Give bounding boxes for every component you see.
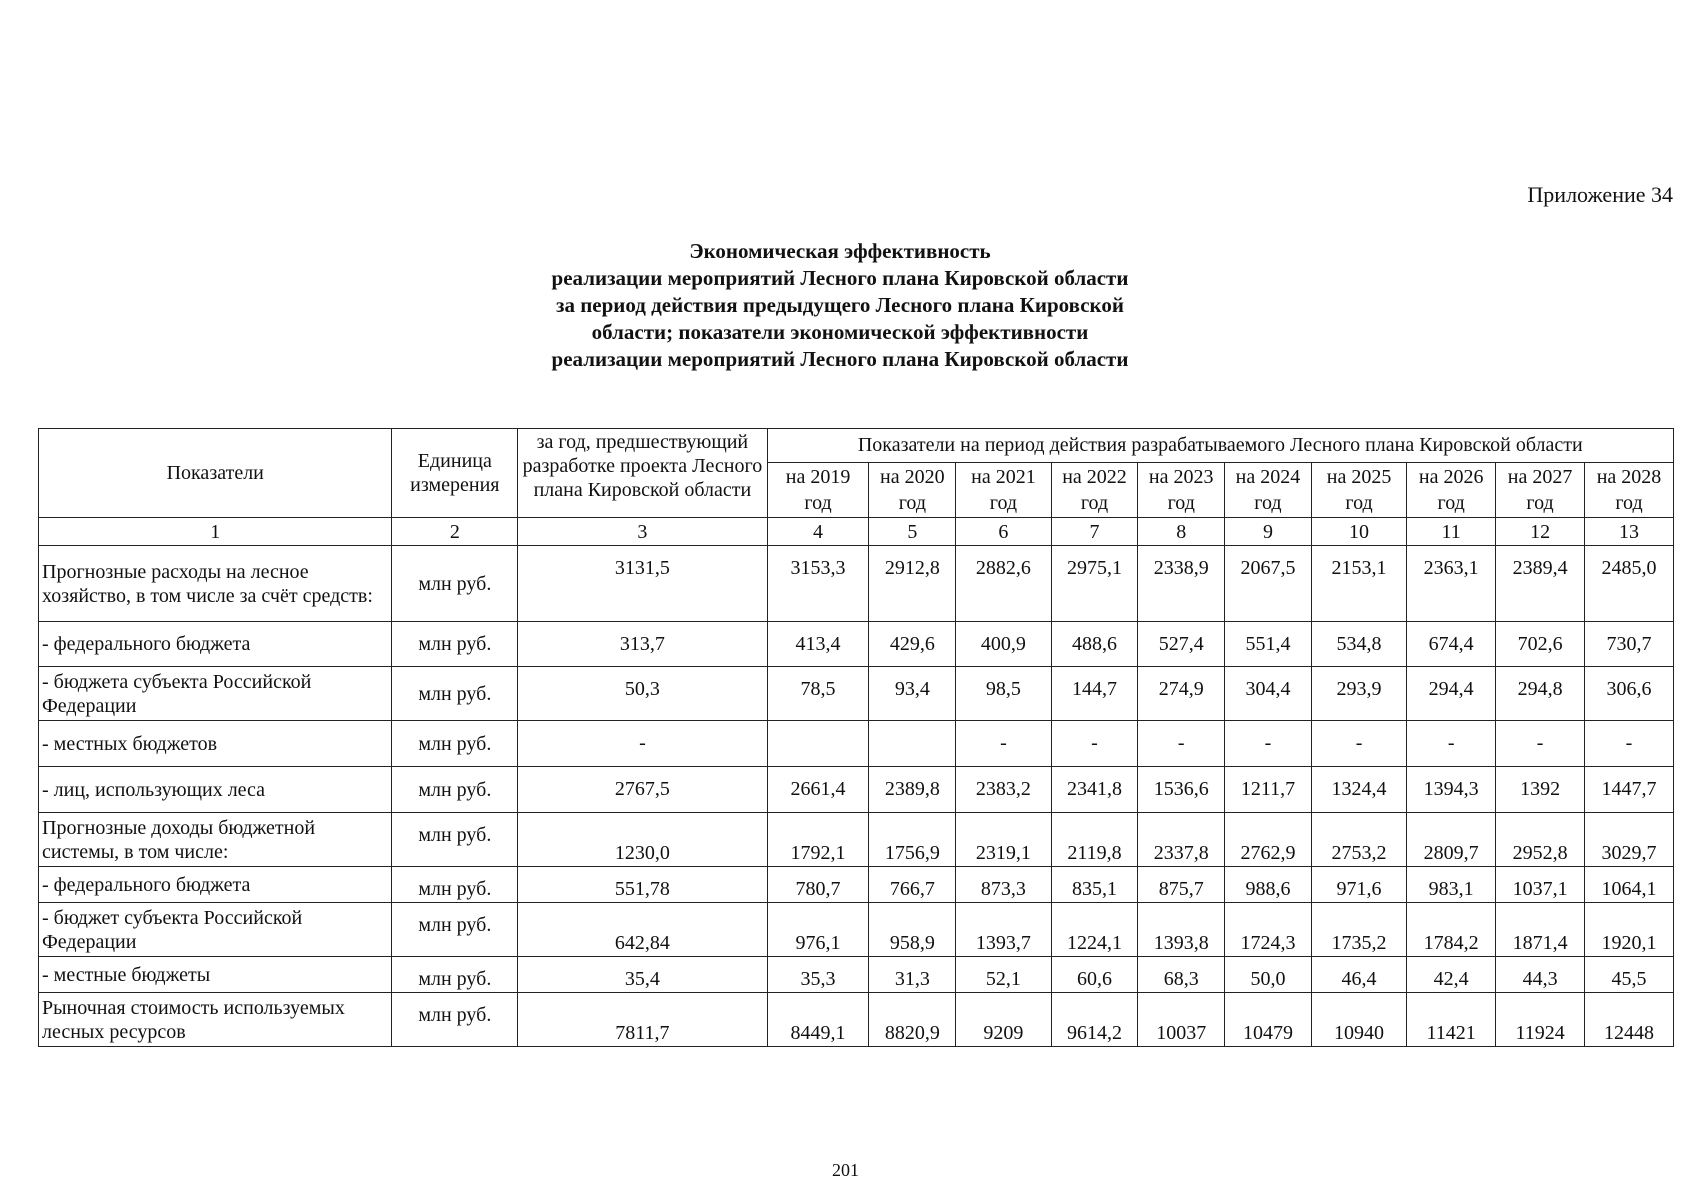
row-year-value: 1224,1 xyxy=(1051,903,1138,957)
row-year-value: 10037 xyxy=(1138,993,1225,1047)
row-year-value: 35,3 xyxy=(767,957,869,993)
row-year-value: 488,6 xyxy=(1051,622,1138,667)
table-row xyxy=(39,957,1674,993)
document-title xyxy=(430,238,1250,373)
row-year-value: 274,9 xyxy=(1138,667,1225,721)
row-year-value: 2383,2 xyxy=(956,767,1051,813)
table-row xyxy=(39,667,1674,721)
row-label: - бюджет субъекта Российской Федерации xyxy=(39,903,392,957)
row-prev-value: 2767,5 xyxy=(518,767,767,813)
row-year-value: 835,1 xyxy=(1051,867,1138,903)
row-year-value: 988,6 xyxy=(1225,867,1312,903)
row-year-value: 983,1 xyxy=(1407,867,1496,903)
row-year-value: 1392 xyxy=(1496,767,1585,813)
row-prev-value: 551,78 xyxy=(518,867,767,903)
row-year-value: 1920,1 xyxy=(1585,903,1674,957)
row-label: Прогнозные доходы бюджетной системы, в том числе: xyxy=(39,813,392,867)
row-year-value: 1324,4 xyxy=(1311,767,1406,813)
row-year-value: 304,4 xyxy=(1225,667,1312,721)
row-year-value: 2762,9 xyxy=(1225,813,1312,867)
header-year-7 xyxy=(1407,463,1496,518)
column-number: 3 xyxy=(518,518,767,546)
row-year-value: 1871,4 xyxy=(1496,903,1585,957)
header-year-2 xyxy=(956,463,1051,518)
row-year-value: 400,9 xyxy=(956,622,1051,667)
header-period-group: Показатели на период действия разрабатываемого Лесного плана Кировской области xyxy=(767,429,1673,463)
row-year-value: 527,4 xyxy=(1138,622,1225,667)
row-label: Прогнозные расходы на лесное хозяйство, в том числе за счёт средств: xyxy=(39,546,392,622)
row-year-value: 60,6 xyxy=(1051,957,1138,993)
column-number: 2 xyxy=(392,518,518,546)
row-year-value: 45,5 xyxy=(1585,957,1674,993)
row-year-value: 42,4 xyxy=(1407,957,1496,993)
row-year-value: 2389,4 xyxy=(1496,546,1585,622)
row-year-value: - xyxy=(956,721,1051,767)
header-year-label: на 2022 xyxy=(1062,466,1127,488)
row-year-value: 2153,1 xyxy=(1311,546,1406,622)
row-unit: млн руб. xyxy=(392,993,518,1047)
row-year-value: 551,4 xyxy=(1225,622,1312,667)
row-year-value: 429,6 xyxy=(869,622,956,667)
header-year-4 xyxy=(1138,463,1225,518)
row-label: - федерального бюджета xyxy=(39,867,392,903)
row-year-value: 1211,7 xyxy=(1225,767,1312,813)
row-unit: млн руб. xyxy=(392,957,518,993)
row-year-value: 2363,1 xyxy=(1407,546,1496,622)
header-year-suffix: год xyxy=(989,492,1018,514)
header-year-suffix: год xyxy=(1254,492,1282,514)
title-line: Экономическая эффективность xyxy=(689,239,991,263)
table-row xyxy=(39,813,1674,867)
row-year-value: 44,3 xyxy=(1496,957,1585,993)
row-year-value: 144,7 xyxy=(1051,667,1138,721)
row-year-value: 10479 xyxy=(1225,993,1312,1047)
row-label: - федерального бюджета xyxy=(39,622,392,667)
row-year-value: 293,9 xyxy=(1311,667,1406,721)
header-year-label: на 2028 xyxy=(1596,466,1662,488)
row-prev-value: 7811,7 xyxy=(518,993,767,1047)
row-year-value: 12448 xyxy=(1585,993,1674,1047)
header-year-label: на 2027 xyxy=(1507,466,1573,488)
row-year-value: 1784,2 xyxy=(1407,903,1496,957)
column-number: 8 xyxy=(1138,518,1225,546)
row-year-value: 9209 xyxy=(956,993,1051,1047)
page-number: 201 xyxy=(832,1160,859,1180)
row-prev-value: 50,3 xyxy=(518,667,767,721)
header-year-9 xyxy=(1585,463,1674,518)
row-year-value: 2882,6 xyxy=(956,546,1051,622)
table-row xyxy=(39,622,1674,667)
row-year-value: 1394,3 xyxy=(1407,767,1496,813)
row-year-value: 730,7 xyxy=(1585,622,1674,667)
header-year-label: на 2020 xyxy=(880,466,945,488)
title-line: реализации мероприятий Лесного плана Кировской области xyxy=(551,266,1129,290)
row-unit: млн руб. xyxy=(392,813,518,867)
row-year-value: 958,9 xyxy=(869,903,956,957)
header-unit: Единица измерения xyxy=(392,429,518,518)
header-year-6 xyxy=(1311,463,1406,518)
row-year-value: 68,3 xyxy=(1138,957,1225,993)
row-year-value: - xyxy=(1407,721,1496,767)
row-year-value: 8449,1 xyxy=(767,993,869,1047)
efficiency-table xyxy=(38,428,1674,1047)
row-year-value: - xyxy=(1051,721,1138,767)
appendix-label: Приложение 34 xyxy=(1527,182,1673,207)
row-label: - местных бюджетов xyxy=(39,721,392,767)
row-year-value: - xyxy=(1311,721,1406,767)
row-prev-value: 313,7 xyxy=(518,622,767,667)
row-year-value: - xyxy=(1496,721,1585,767)
row-label: Рыночная стоимость используемых лесных ресурсов xyxy=(39,993,392,1047)
row-year-value: 8820,9 xyxy=(869,993,956,1047)
row-unit: млн руб. xyxy=(392,867,518,903)
row-year-value: - xyxy=(1138,721,1225,767)
row-year-value: 2753,2 xyxy=(1311,813,1406,867)
row-unit: млн руб. xyxy=(392,667,518,721)
row-label: - лиц, использующих леса xyxy=(39,767,392,813)
header-year-label: на 2025 xyxy=(1326,466,1392,488)
row-year-value: 93,4 xyxy=(869,667,956,721)
row-year-value: 875,7 xyxy=(1138,867,1225,903)
row-unit: млн руб. xyxy=(392,622,518,667)
column-number: 11 xyxy=(1407,518,1496,546)
row-prev-value: 1230,0 xyxy=(518,813,767,867)
column-number: 5 xyxy=(869,518,956,546)
table-row xyxy=(39,767,1674,813)
column-number: 9 xyxy=(1225,518,1312,546)
row-year-value: 31,3 xyxy=(869,957,956,993)
row-year-value: 1037,1 xyxy=(1496,867,1585,903)
header-year-label: на 2024 xyxy=(1235,466,1301,488)
row-year-value: 1393,7 xyxy=(956,903,1051,957)
column-number: 12 xyxy=(1496,518,1585,546)
row-year-value: 766,7 xyxy=(869,867,956,903)
row-year-value: 11924 xyxy=(1496,993,1585,1047)
header-year-3 xyxy=(1051,463,1138,518)
header-year-suffix: год xyxy=(804,492,832,514)
row-year-value: 2975,1 xyxy=(1051,546,1138,622)
row-unit: млн руб. xyxy=(392,546,518,622)
row-year-value: 780,7 xyxy=(767,867,869,903)
row-year-value: 46,4 xyxy=(1311,957,1406,993)
row-year-value: 9614,2 xyxy=(1051,993,1138,1047)
row-year-value: - xyxy=(1225,721,1312,767)
header-prev-year: за год, предшествующий разработке проекта Лесного плана Кировской области xyxy=(518,429,767,518)
title-line: за период действия предыдущего Лесного плана Кировской xyxy=(556,293,1124,317)
table-row xyxy=(39,993,1674,1047)
row-year-value: 2337,8 xyxy=(1138,813,1225,867)
row-prev-value: - xyxy=(518,721,767,767)
column-number: 6 xyxy=(956,518,1051,546)
row-year-value: 2341,8 xyxy=(1051,767,1138,813)
header-year-label: на 2019 xyxy=(785,466,851,488)
header-year-5 xyxy=(1225,463,1312,518)
header-year-1 xyxy=(869,463,956,518)
row-year-value: 306,6 xyxy=(1585,667,1674,721)
row-year-value: 1447,7 xyxy=(1585,767,1674,813)
row-year-value: 2912,8 xyxy=(869,546,956,622)
row-year-value: 1064,1 xyxy=(1585,867,1674,903)
header-indicator: Показатели xyxy=(39,429,392,518)
row-unit: млн руб. xyxy=(392,903,518,957)
title-line: области; показатели экономической эффективности xyxy=(591,320,1089,344)
row-unit: млн руб. xyxy=(392,721,518,767)
row-label: - бюджета субъекта Российской Федерации xyxy=(39,667,392,721)
row-year-value: 1756,9 xyxy=(869,813,956,867)
row-year-value: 10940 xyxy=(1311,993,1406,1047)
table-row xyxy=(39,903,1674,957)
row-year-value: 2809,7 xyxy=(1407,813,1496,867)
row-year-value: 3153,3 xyxy=(767,546,869,622)
row-year-value: 702,6 xyxy=(1496,622,1585,667)
table-row xyxy=(39,546,1674,622)
row-year-value: 2119,8 xyxy=(1051,813,1138,867)
row-year-value: 78,5 xyxy=(767,667,869,721)
header-year-suffix: год xyxy=(1526,492,1554,514)
header-year-suffix: год xyxy=(1167,492,1195,514)
header-year-suffix: год xyxy=(898,492,926,514)
row-year-value: 294,4 xyxy=(1407,667,1496,721)
row-year-value: 3029,7 xyxy=(1585,813,1674,867)
row-year-value: 971,6 xyxy=(1311,867,1406,903)
row-prev-value: 3131,5 xyxy=(518,546,767,622)
row-year-value: 2389,8 xyxy=(869,767,956,813)
table-row xyxy=(39,721,1674,767)
row-year-value: 413,4 xyxy=(767,622,869,667)
row-year-value: 294,8 xyxy=(1496,667,1585,721)
header-year-suffix: год xyxy=(1080,492,1109,514)
header-year-0 xyxy=(767,463,869,518)
row-year-value: 52,1 xyxy=(956,957,1051,993)
column-number: 7 xyxy=(1051,518,1138,546)
row-prev-value: 642,84 xyxy=(518,903,767,957)
header-year-suffix: год xyxy=(1437,492,1465,514)
row-year-value: 1735,2 xyxy=(1311,903,1406,957)
row-year-value xyxy=(767,721,869,767)
row-year-value: 50,0 xyxy=(1225,957,1312,993)
row-year-value: 674,4 xyxy=(1407,622,1496,667)
row-label: - местные бюджеты xyxy=(39,957,392,993)
row-unit: млн руб. xyxy=(392,767,518,813)
row-year-value: - xyxy=(1585,721,1674,767)
header-year-label: на 2023 xyxy=(1148,466,1214,488)
column-number: 1 xyxy=(39,518,392,546)
row-year-value: 1393,8 xyxy=(1138,903,1225,957)
row-year-value: 11421 xyxy=(1407,993,1496,1047)
title-line: реализации мероприятий Лесного плана Кировской области xyxy=(551,347,1129,371)
table-row xyxy=(39,867,1674,903)
row-year-value: 2952,8 xyxy=(1496,813,1585,867)
header-year-suffix: год xyxy=(1345,492,1373,514)
header-year-label: на 2021 xyxy=(971,466,1036,488)
header-year-8 xyxy=(1496,463,1585,518)
row-year-value: 1724,3 xyxy=(1225,903,1312,957)
row-year-value: 98,5 xyxy=(956,667,1051,721)
row-prev-value: 35,4 xyxy=(518,957,767,993)
row-year-value: 2661,4 xyxy=(767,767,869,813)
row-year-value: 2338,9 xyxy=(1138,546,1225,622)
row-year-value: 534,8 xyxy=(1311,622,1406,667)
column-number: 13 xyxy=(1585,518,1674,546)
row-year-value: 1792,1 xyxy=(767,813,869,867)
header-year-suffix: год xyxy=(1615,492,1643,514)
row-year-value: 873,3 xyxy=(956,867,1051,903)
row-year-value: 2485,0 xyxy=(1585,546,1674,622)
row-year-value: 1536,6 xyxy=(1138,767,1225,813)
row-year-value: 2319,1 xyxy=(956,813,1051,867)
header-year-label: на 2026 xyxy=(1418,466,1484,488)
column-number: 10 xyxy=(1311,518,1406,546)
row-year-value: 976,1 xyxy=(767,903,869,957)
row-year-value xyxy=(869,721,956,767)
column-number: 4 xyxy=(767,518,869,546)
row-year-value: 2067,5 xyxy=(1225,546,1312,622)
